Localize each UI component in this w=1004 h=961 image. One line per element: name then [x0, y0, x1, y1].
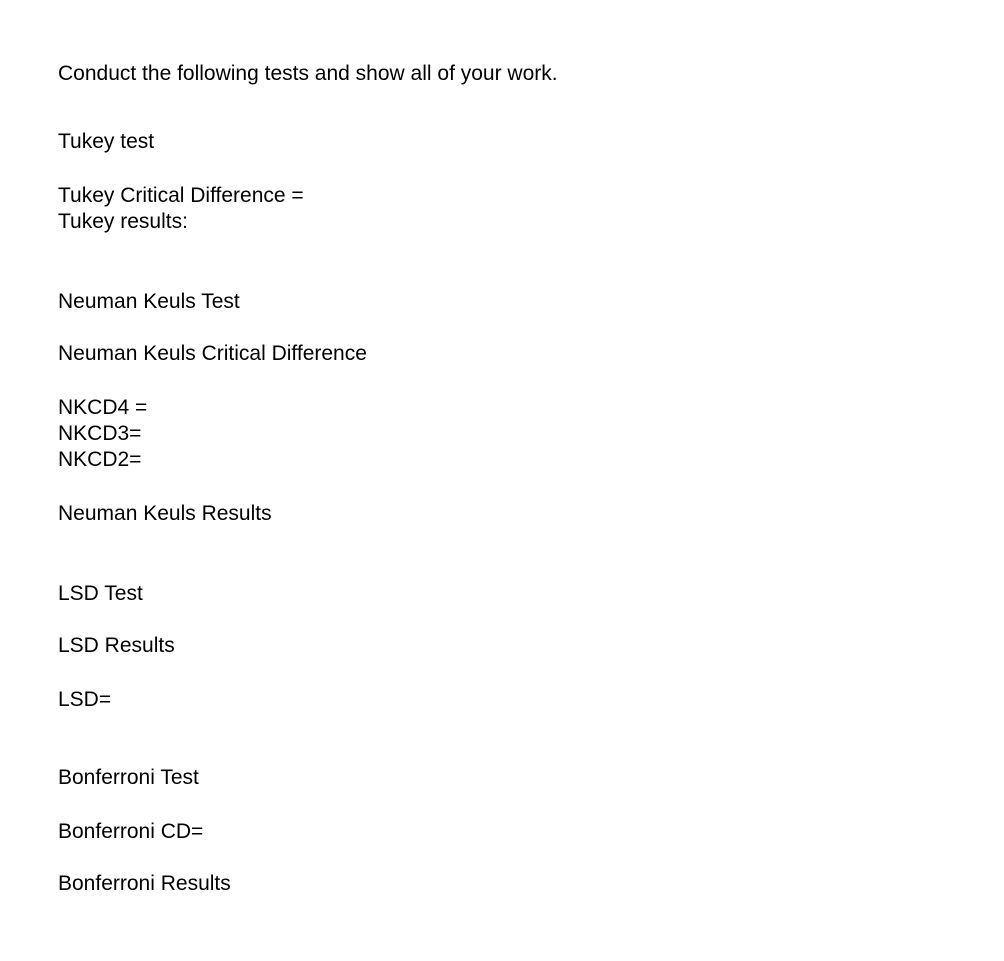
lsd-results: LSD Results: [58, 634, 175, 657]
bonferroni-heading: Bonferroni Test: [58, 766, 199, 789]
tukey-critical-difference: Tukey Critical Difference =: [58, 184, 304, 207]
nkcd4-line: NKCD4 =: [58, 396, 148, 419]
nkcd3-line: NKCD3=: [58, 422, 142, 445]
tukey-results: Tukey results:: [58, 210, 188, 233]
instructions-text: Conduct the following tests and show all of your work.: [58, 62, 558, 85]
nkcd2-line: NKCD2=: [58, 448, 142, 471]
bonferroni-critical-difference: Bonferroni CD=: [58, 820, 204, 843]
tukey-heading: Tukey test: [58, 130, 155, 153]
lsd-value: LSD=: [58, 688, 112, 711]
neuman-keuls-results: Neuman Keuls Results: [58, 502, 272, 525]
bonferroni-results: Bonferroni Results: [58, 872, 231, 895]
neuman-keuls-heading: Neuman Keuls Test: [58, 290, 240, 313]
neuman-keuls-critical-difference: Neuman Keuls Critical Difference: [58, 342, 367, 365]
lsd-heading: LSD Test: [58, 582, 143, 605]
